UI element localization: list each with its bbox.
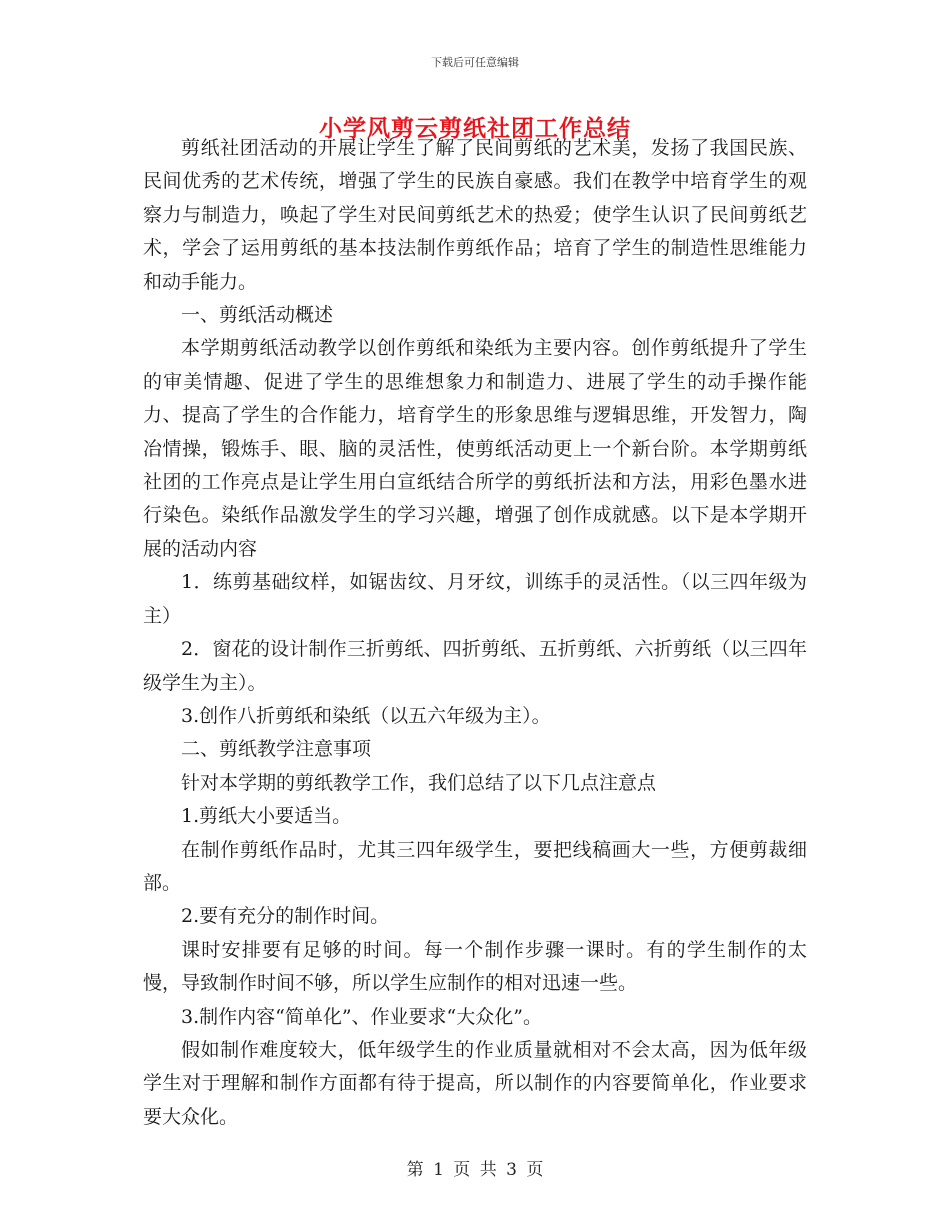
- note-body-2: 课时安排要有足够的时间。每一个制作步骤一课时。有的学生制作的太慢，导致制作时间不够，所以学生应制作的相对迅速一些。: [143, 938, 807, 995]
- page-header-note: 下载后可任意编辑: [431, 56, 519, 69]
- note-body-1: 在制作剪纸作品时，尤其三四年级学生，要把线稿画大一些，方便剪裁细部。: [143, 838, 807, 894]
- paragraph-intro: 剪纸社团活动的开展让学生了解了民间剪纸的艺术美，发扬了我国民族、民间优秀的艺术传统，增强了学生的民族自豪感。我们在教学中培育学生的观察力与制造力，唤起了学生对民间剪纸艺术的热爱；使学生认识了民间剪纸艺术，学会了运用剪纸的基本技法制作剪纸作品；培育了学生的制造性思维能力和动手能力。: [143, 137, 807, 293]
- note-heading-2: 2.要有充分的制作时间。: [181, 905, 390, 928]
- list-item-activity-1: 1．练剪基础纹样，如锯齿纹、月牙纹，训练手的灵活性。（以三四年级为主）: [143, 571, 807, 627]
- note-heading-1: 1.剪纸大小要适当。: [181, 805, 352, 828]
- note-heading-3: 3.制作内容“简单化”、作业要求“大众化”。: [181, 1005, 542, 1028]
- page-number: 第 1 页 共 3 页: [406, 1160, 544, 1180]
- list-item-activity-2: 2．窗花的设计制作三折剪纸、四折剪纸、五折剪纸、六折剪纸（以三四年级学生为主）。: [143, 638, 807, 694]
- section-heading-notes: 二、剪纸教学注意事项: [181, 738, 372, 761]
- note-body-3: 假如制作难度较大，低年级学生的作业质量就相对不会太高，因为低年级学生对于理解和制作方面都有待于提高，所以制作的内容要简单化，作业要求要大众化。: [143, 1038, 807, 1128]
- section-heading-overview: 一、剪纸活动概述: [181, 304, 334, 327]
- paragraph-notes-intro: 针对本学期的剪纸教学工作，我们总结了以下几点注意点: [181, 771, 657, 794]
- list-item-activity-3: 3.创作八折剪纸和染纸（以五六年级为主）。: [181, 704, 551, 727]
- document-body: [143, 132, 807, 1134]
- paragraph-overview: 本学期剪纸活动教学以创作剪纸和染纸为主要内容。创作剪纸提升了学生的审美情趣、促进了学生的思维想象力和制造力、进展了学生的动手操作能力、提高了学生的合作能力，培育学生的形象思维与逻辑思维，开发智力，陶冶情操，锻炼手、眼、脑的灵活性，使剪纸活动更上一个新台阶。本学期剪纸社团的工作亮点是让学生用白宣纸结合所学的剪纸折法和方法，用彩色墨水进行染色。染纸作品激发学生的学习兴趣，增强了创作成就感。以下是本学期开展的活动内容: [143, 337, 807, 560]
- document-title: 小学风剪云剪纸社团工作总结: [319, 115, 631, 142]
